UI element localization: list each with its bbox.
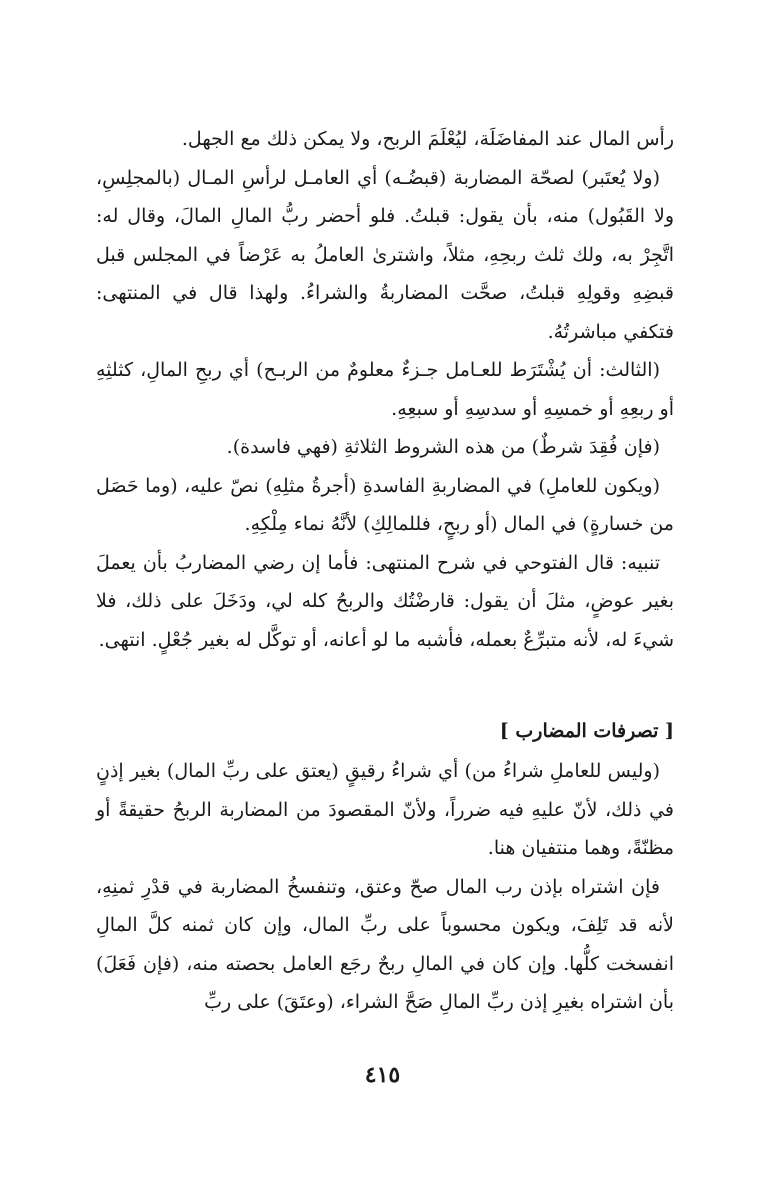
paragraph: (ويكون للعاملِ) في المضاربةِ الفاسدةِ (أجرةُ مثلِهِ) نصّ عليه، (وما حَصَل من خسارةٍ) في المال (أو ربحٍ، فللمالِكِ) لأنَّهُ نماء مِلْكِهِ.: [96, 474, 674, 535]
body-text-top: [96, 120, 674, 659]
paragraph: (وليس للعاملِ شراءُ من) أي شراءُ رقيقٍ (يعتق على ربِّ المال) بغير إذنٍ في ذلك، لأنّ عليهِ فيه ضرراً، ولأنّ المقصودَ من المضاربة الربحُ حقيقةً أو مظنّةً، وهما منتفيان هنا.: [96, 760, 674, 859]
paragraph: (ولا يُعتَبر) لصحّة المضاربة (قبضُـه) أي العامـل لرأسِ المـال (بالمجلِسِ، ولا القَبُول) منه، بأن يقول: قبلتُ. فلو أحضر ربُّ المالِ المالَ، وقال له: اتَّجِرْ به، ولك ثلث ربحِهِ، مثلاً، واشترىٰ العاملُ به عَرْضاً في المجلس قبل قبضِهِ وقولِهِ قبلتُ، صحَّت المضاربةُ والشراءُ. ولهذا قال في المنتهى: فتكفي مباشرتُهُ.: [96, 166, 674, 343]
body-text-bottom: [96, 752, 674, 1022]
paragraph: فإن اشتراه بإذن رب المال صحّ وعتق، وتنفسخُ المضاربة في قدْرِ ثمنِهِ، لأنه قد تَلِفَ، ويكون محسوباً على ربِّ المال، وإن كان ثمنه كلَّ المالِ انفسخت كلُّها. وإن كان في المالِ ربحٌ رجَع العامل بحصته منه، (فإن فَعَلَ) بأن اشتراه بغيرِ إذن ربِّ المالِ صَحَّ الشراء، (وعتَقَ) على ربِّ: [96, 875, 674, 1013]
section-heading: [ تصرفات المضارب ]: [499, 720, 674, 742]
paragraph: تنبيه: قال الفتوحي في شرح المنتهى: فأما إن رضي المضاربُ بأن يعملَ بغير عوضٍ، مثلَ أن يقول: قارضْتُك والربحُ كله لي، ودَخَلَ على ذلك، فلا شيءَ له، لأنه متبرِّعٌ بعمله، فأشبه ما لو أعانه، أو توكَّل له بغير جُعْلٍ. انتهى.: [96, 551, 674, 651]
paragraph: (الثالث: أن يُشْتَرَط للعـامل جـزءٌ معلومٌ من الربـح) أي ربحِ المالِ، كثلثِهِ أو ربعِهِ أو خمسِهِ أو سدسِهِ أو سبعِهِ.: [96, 359, 674, 420]
paragraph: رأس المال عند المفاضَلَة، ليُعْلَمَ الربح، ولا يمكن ذلك مع الجهل.: [181, 128, 674, 150]
paragraph: (فإن فُقِدَ شرطٌ) من هذه الشروط الثلاثةِ (فهي فاسدة).: [226, 436, 660, 458]
page-number: ٤١٥: [364, 1062, 401, 1088]
